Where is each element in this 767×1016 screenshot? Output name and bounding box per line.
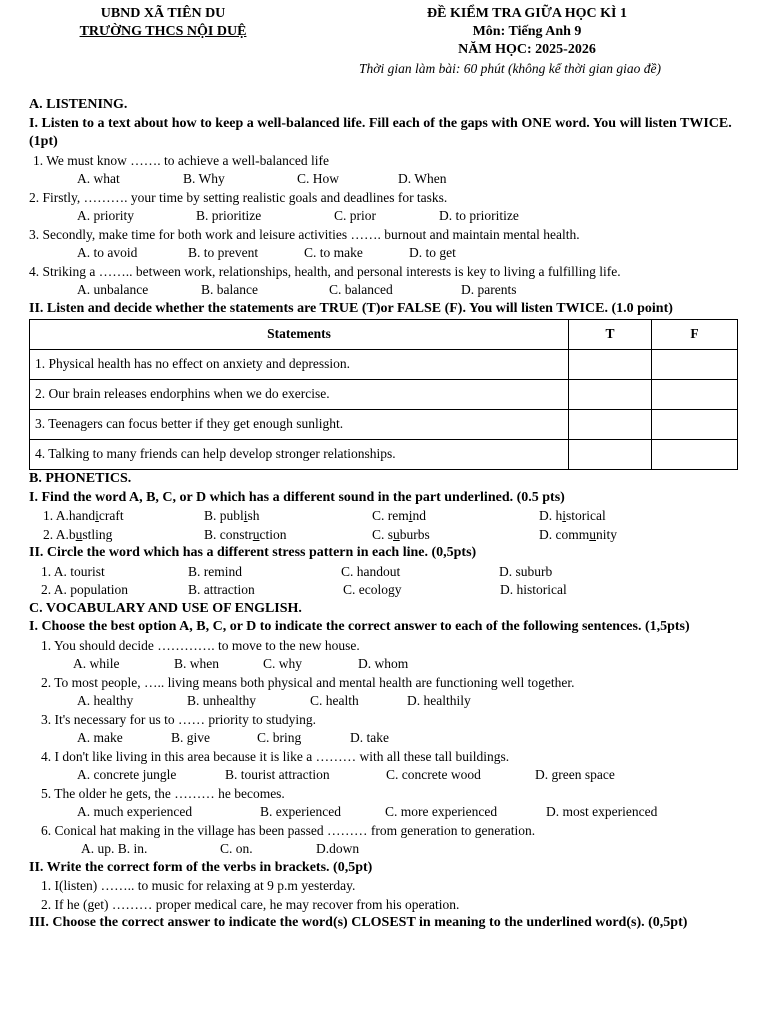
option-b: B. Why (183, 171, 225, 186)
option-d: D. to get (409, 245, 456, 260)
option-c: C. remind (372, 508, 427, 523)
option-b: B. give (171, 730, 210, 745)
options-row (29, 281, 741, 300)
question-text: 4. Striking a …….. between work, relationships, health, and personal interests is key to living a fulfilling life. (29, 263, 621, 279)
option-d: D.down (316, 841, 360, 856)
option-a: A. while (73, 656, 120, 671)
options-row (29, 840, 741, 859)
true-answer-cell[interactable] (569, 410, 652, 440)
exam-subject: Môn: Tiếng Anh 9 (472, 24, 582, 39)
option-d: D. community (539, 526, 618, 542)
statements-header: Statements (30, 320, 569, 350)
options-row (29, 170, 741, 189)
option-b: B. construction (204, 526, 287, 542)
option-d: D. green space (535, 767, 615, 782)
option-b: B. prioritize (196, 208, 262, 223)
option-b: B. attraction (188, 582, 255, 597)
option-a: A. make (77, 730, 123, 745)
phonetics-part2-title: II. Circle the word which has a different stress pattern in each line. (0,5pts) (29, 545, 477, 560)
option-b: B. when (174, 656, 219, 671)
options-row (29, 729, 741, 748)
statement-cell: 3. Teenagers can focus better if they get enough sunlight. (30, 410, 569, 440)
table-row (30, 380, 738, 410)
options-row (29, 655, 741, 674)
question-text: 2. If he (get) ……… proper medical care, he may recover from his operation. (41, 896, 460, 912)
option-b: B. remind (188, 563, 242, 579)
false-header: F (652, 320, 738, 350)
exam-title: ĐỀ KIỂM TRA GIỮA HỌC KÌ 1 (427, 6, 627, 21)
option-a: A. what (77, 171, 120, 186)
option-d: D. to prioritize (439, 208, 519, 223)
school-header (48, 5, 278, 41)
option-c: C. concrete wood (386, 767, 481, 782)
option-d: D. historical (500, 582, 567, 597)
options-row (29, 692, 741, 711)
question-text: 4. I don't like living in this area because it is like a ……… with all these tall buildings. (41, 748, 510, 764)
question-text: 2. To most people, ….. living means both physical and mental health are functioning well together. (41, 674, 575, 690)
table-row (30, 410, 738, 440)
option-c: C. prior (334, 208, 376, 223)
option-d: D. historical (539, 508, 606, 523)
options-row (29, 766, 741, 785)
statement-cell: 1. Physical health has no effect on anxiety and depression. (30, 350, 569, 380)
question-text: 1. You should decide …………. to move to the new house. (41, 637, 360, 653)
statement-cell: 4. Talking to many friends can help develop stronger relationships. (30, 440, 569, 470)
option-a: 1. A. tourist (41, 563, 105, 579)
options-row (29, 581, 741, 600)
true-answer-cell[interactable] (569, 350, 652, 380)
option-d: D. take (350, 730, 389, 745)
vocabulary-part3-title: III. Choose the correct answer to indicate the word(s) CLOSEST in meaning to the underlined word(s). (0,5pt) (29, 915, 688, 930)
vocabulary-part2-title: II. Write the correct form of the verbs in brackets. (0,5pt) (29, 859, 373, 875)
false-answer-cell[interactable] (652, 440, 738, 470)
option-a: 2. A.bustling (43, 526, 113, 542)
option-d: D. When (398, 171, 447, 186)
school-year: NĂM HỌC: 2025-2026 (458, 42, 596, 57)
option-d: D. healthily (407, 693, 471, 708)
option-c: C. health (310, 693, 359, 708)
option-c: C. How (297, 171, 340, 186)
true-header: T (569, 320, 652, 350)
option-a: A. to avoid (77, 245, 138, 260)
options-row (29, 526, 741, 545)
true-false-table (29, 319, 738, 470)
options-row (29, 563, 741, 582)
exam-content (29, 96, 741, 933)
school-name: TRƯỜNG THCS NỘI DUỆ (79, 24, 247, 39)
question-text: 5. The older he gets, the ……… he becomes. (41, 785, 285, 801)
district-name: UBND XÃ TIÊN DU (100, 6, 226, 21)
option-d: D. whom (358, 656, 409, 671)
option-b: B. tourist attraction (225, 767, 330, 782)
option-c: C. to make (304, 245, 363, 260)
option-a: 1. A.handicraft (43, 508, 124, 523)
question-text: 2. Firstly, ………. your time by setting realistic goals and deadlines for tasks. (29, 189, 448, 205)
option-a: A. concrete jungle (77, 767, 177, 782)
table-row (30, 350, 738, 380)
phonetics-part1-title: I. Find the word A, B, C, or D which has a different sound in the part underlined. (0.5 pts) (29, 489, 565, 505)
question-text: 6. Conical hat making in the village has been passed ……… from generation to generation. (41, 822, 536, 838)
option-c: C. bring (257, 730, 302, 745)
option-b: B. experienced (260, 804, 341, 819)
option-d: D. parents (461, 282, 517, 297)
true-answer-cell[interactable] (569, 380, 652, 410)
statement-cell: 2. Our brain releases endorphins when we do exercise. (30, 380, 569, 410)
option-c: C. balanced (329, 282, 393, 297)
option-c: C. handout (341, 563, 401, 579)
section-phonetics-title: B. PHONETICS. (29, 471, 132, 486)
listening-part2-title: II. Listen and decide whether the statements are TRUE (T)or FALSE (F). You will listen TWICE. (1.0 point) (29, 300, 673, 316)
listening-part1-title: I. Listen to a text about how to keep a well-balanced life. Fill each of the gaps with ONE word. You will listen TWICE.(1pt) (29, 115, 732, 149)
option-c: C. on. (220, 841, 253, 856)
false-answer-cell[interactable] (652, 410, 738, 440)
options-row (29, 207, 741, 226)
options-row (29, 803, 741, 822)
option-d: D. most experienced (546, 804, 658, 819)
exam-header (372, 5, 682, 59)
option-a: A. much experienced (77, 804, 193, 819)
false-answer-cell[interactable] (652, 350, 738, 380)
option-c: C. suburbs (372, 526, 430, 542)
option-b: B. to prevent (188, 245, 259, 260)
question-text: 3. It's necessary for us to …… priority to studying. (41, 711, 317, 727)
option-c: C. why (263, 656, 303, 671)
question-text: 3. Secondly, make time for both work and leisure activities ……. burnout and maintain mental health. (29, 226, 580, 242)
option-b: B. publish (204, 508, 260, 523)
vocabulary-part1-title: I. Choose the best option A, B, C, or D to indicate the correct answer to each of the following sentences. (1,5pts) (29, 619, 690, 634)
section-vocabulary-title: C. VOCABULARY AND USE OF ENGLISH. (29, 600, 302, 616)
section-listening-title: A. LISTENING. (29, 97, 128, 112)
table-row (30, 440, 738, 470)
option-a: A. healthy (77, 693, 134, 708)
options-row (29, 244, 741, 263)
options-row (29, 507, 741, 526)
option-c: C. more experienced (385, 804, 498, 819)
option-d: D. suburb (499, 563, 553, 579)
option-b: B. balance (201, 282, 258, 297)
table-header-row (30, 320, 738, 350)
option-a: A. priority (77, 208, 134, 223)
true-answer-cell[interactable] (569, 440, 652, 470)
option-c: C. ecology (343, 582, 402, 597)
question-text: 1. We must know ……. to achieve a well-balanced life (33, 152, 329, 168)
false-answer-cell[interactable] (652, 380, 738, 410)
option-a: A. unbalance (77, 282, 149, 297)
option-a-b: A. up. B. in. (81, 841, 148, 856)
exam-time: Thời gian làm bài: 60 phút (không kể thời gian giao đề) (358, 61, 661, 76)
question-text: 1. I(listen) …….. to music for relaxing at 9 p.m yesterday. (41, 878, 356, 893)
option-b: B. unhealthy (187, 693, 256, 708)
option-a: 2. A. population (41, 582, 128, 597)
